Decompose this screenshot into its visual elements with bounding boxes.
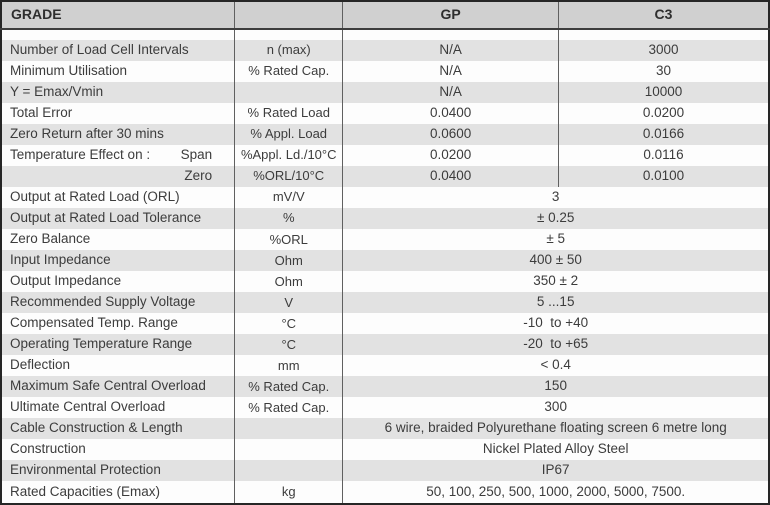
row-label — [1, 208, 235, 229]
row-value-merged: 3 — [551, 189, 560, 205]
table-row — [1, 103, 769, 124]
row-label — [1, 292, 235, 313]
row-value-merged: IP67 — [343, 460, 769, 481]
row-label-text: Minimum Utilisation — [10, 63, 128, 79]
table-row — [1, 124, 769, 145]
table-row — [1, 460, 769, 481]
row-label-text: Rated Capacities (Emax) — [10, 483, 161, 499]
row-value-merged: -20 to +65 — [343, 334, 769, 355]
row-value-gp: N/A — [343, 40, 559, 61]
row-value-gp: N/A — [343, 61, 559, 82]
row-unit: % Rated Load — [235, 103, 343, 124]
row-label-text: Zero Balance — [10, 231, 91, 247]
header-c3: C3 — [558, 1, 769, 29]
row-label-text: Number of Load Cell Intervals — [10, 42, 189, 58]
row-label — [1, 250, 235, 271]
row-value-merged: -10 to +40 — [523, 315, 589, 331]
row-value-merged: ± 5 — [546, 231, 566, 247]
row-value-merged: Nickel Plated Alloy Steel — [482, 441, 629, 457]
row-unit: %ORL — [235, 229, 343, 250]
row-unit: n (max) — [235, 40, 343, 61]
row-label — [1, 481, 235, 504]
row-label-text: Input Impedance — [10, 252, 111, 268]
row-label-text: Output at Rated Load (ORL) — [10, 189, 180, 205]
row-unit: kg — [235, 481, 343, 504]
table-row — [1, 208, 769, 229]
spacer-cell — [558, 29, 769, 40]
row-label — [1, 271, 235, 292]
row-label — [1, 61, 235, 82]
row-label — [1, 166, 235, 187]
row-value-gp: 0.0400 — [343, 103, 559, 124]
row-label-text: Deflection — [10, 357, 71, 373]
row-value-merged: 150 — [343, 376, 769, 397]
header-grade: GRADE — [1, 1, 235, 29]
row-unit — [235, 82, 343, 103]
row-value-merged: 5 ...15 — [343, 292, 769, 313]
spec-table-body — [1, 29, 769, 504]
row-label — [1, 40, 235, 61]
row-label-text: Environmental Protection — [10, 462, 161, 478]
row-label — [1, 355, 235, 376]
row-value-c3: 0.0116 — [643, 147, 684, 163]
table-row — [1, 166, 769, 187]
table-row — [1, 313, 769, 334]
table-row — [1, 229, 769, 250]
row-label — [1, 313, 235, 334]
table-row — [1, 82, 769, 103]
row-value-gp: 0.0200 — [343, 145, 559, 166]
spacer-cell — [1, 29, 235, 40]
row-unit: % Rated Cap. — [235, 61, 343, 82]
row-unit: mm — [235, 355, 343, 376]
row-value-merged: 350 ± 2 — [533, 273, 579, 289]
row-value-merged: 6 wire, braided Polyurethane floating screen 6 metre long — [343, 418, 769, 439]
row-unit: % Appl. Load — [235, 124, 343, 145]
row-unit: V — [235, 292, 343, 313]
row-label-text: Construction — [10, 441, 86, 457]
table-row — [1, 418, 769, 439]
row-label-text: Maximum Safe Central Overload — [10, 378, 206, 394]
row-label — [1, 397, 235, 418]
row-unit: °C — [235, 334, 343, 355]
row-value-gp: 0.0600 — [343, 124, 559, 145]
row-label-text: Recommended Supply Voltage — [10, 294, 196, 310]
row-unit: Ohm — [235, 250, 343, 271]
row-unit — [235, 439, 343, 460]
table-row — [1, 292, 769, 313]
table-row — [1, 40, 769, 61]
row-label — [1, 439, 235, 460]
row-label-text: Output at Rated Load Tolerance — [10, 210, 202, 226]
row-label — [1, 82, 235, 103]
spacer-row — [1, 29, 769, 40]
table-row — [1, 334, 769, 355]
row-label-text: Operating Temperature Range — [10, 336, 193, 352]
row-value-c3: 0.0100 — [558, 166, 769, 187]
row-value-c3: 30 — [655, 63, 671, 79]
row-unit: mV/V — [235, 187, 343, 208]
row-label-text: Ultimate Central Overload — [10, 399, 166, 415]
row-unit — [235, 418, 343, 439]
row-label-text: Zero Return after 30 mins — [10, 126, 164, 142]
table-row — [1, 376, 769, 397]
row-value-c3: 10000 — [558, 82, 769, 103]
row-value-merged: < 0.4 — [540, 357, 571, 373]
row-label-text: Total Error — [10, 105, 73, 121]
row-label — [1, 124, 235, 145]
row-unit: % Rated Cap. — [235, 397, 343, 418]
row-unit: °C — [235, 313, 343, 334]
spacer-cell — [235, 29, 343, 40]
table-row — [1, 250, 769, 271]
row-label-text: Temperature Effect on : — [10, 147, 151, 163]
row-value-c3: 0.0166 — [558, 124, 769, 145]
row-value-merged: 300 — [544, 399, 567, 415]
row-unit: %ORL/10°C — [235, 166, 343, 187]
table-row — [1, 439, 769, 460]
row-value-gp: N/A — [343, 82, 559, 103]
row-label-right-text: Zero — [184, 168, 213, 184]
table-row — [1, 397, 769, 418]
row-value-merged: ± 0.25 — [343, 208, 769, 229]
row-unit: % — [235, 208, 343, 229]
table-row — [1, 187, 769, 208]
row-value-merged: 50, 100, 250, 500, 1000, 2000, 5000, 7500. — [426, 483, 686, 499]
row-label-text: Cable Construction & Length — [10, 420, 183, 436]
row-unit — [235, 460, 343, 481]
header-gp: GP — [343, 1, 559, 29]
row-label-text: Compensated Temp. Range — [10, 315, 178, 331]
table-row — [1, 355, 769, 376]
row-value-c3: 0.0200 — [642, 105, 685, 121]
spacer-cell — [343, 29, 559, 40]
table-row — [1, 481, 769, 504]
row-label-text: Y = Emax/Vmin — [10, 84, 104, 100]
table-row — [1, 271, 769, 292]
row-unit: Ohm — [235, 271, 343, 292]
row-label-right-text: Span — [180, 147, 213, 163]
row-value-c3: 3000 — [558, 40, 769, 61]
row-label — [1, 103, 235, 124]
row-unit: % Rated Cap. — [235, 376, 343, 397]
row-label — [1, 187, 235, 208]
row-label — [1, 376, 235, 397]
table-row — [1, 61, 769, 82]
row-value-merged: 400 ± 50 — [343, 250, 769, 271]
row-label — [1, 460, 235, 481]
table-row — [1, 145, 769, 166]
row-label — [1, 229, 235, 250]
row-unit: %Appl. Ld./10°C — [235, 145, 343, 166]
header-row — [1, 1, 769, 29]
row-label — [1, 334, 235, 355]
header-unit-column — [235, 1, 343, 29]
row-label — [1, 418, 235, 439]
row-label-text: Output Impedance — [10, 273, 122, 289]
row-label — [1, 145, 235, 166]
row-value-gp: 0.0400 — [343, 166, 559, 187]
